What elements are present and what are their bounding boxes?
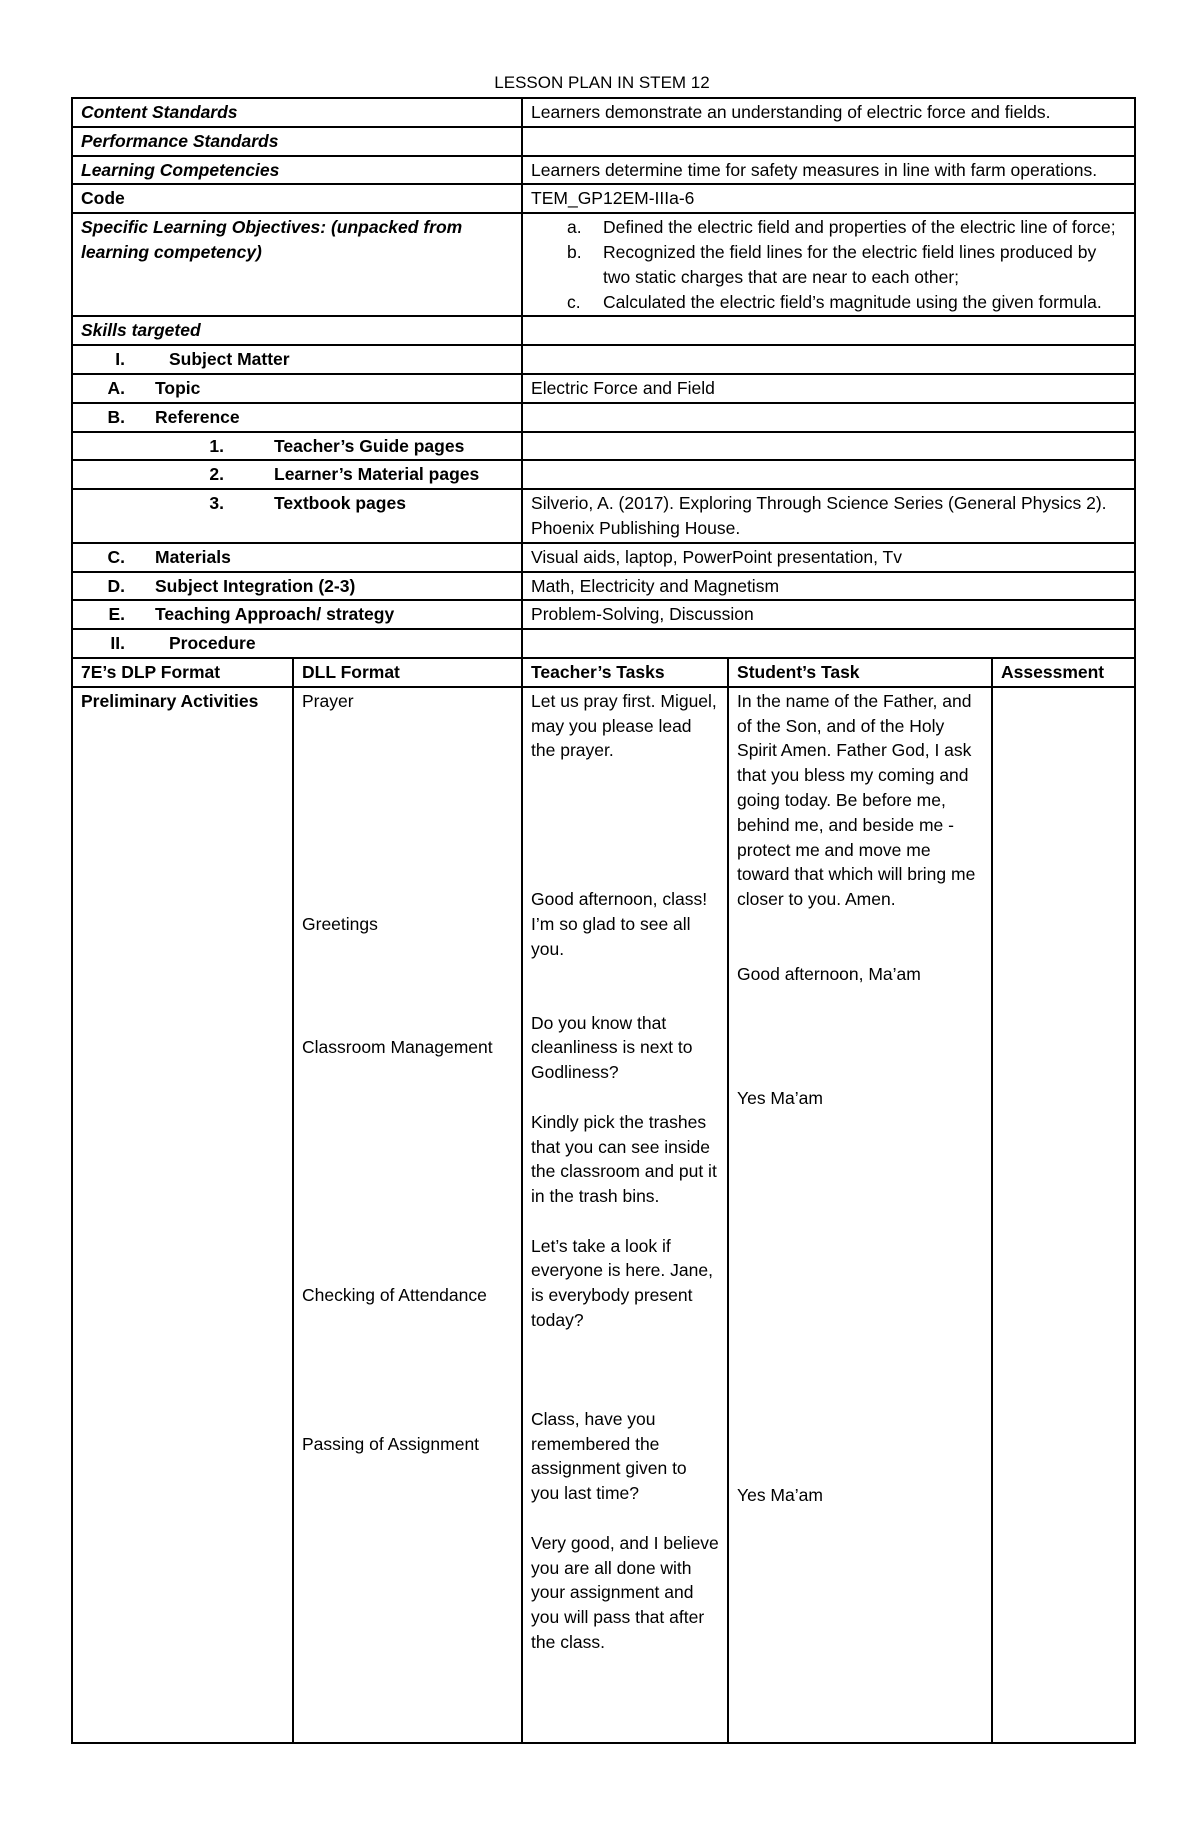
item-label: Textbook pages xyxy=(274,493,406,514)
spacer xyxy=(302,714,513,912)
subject-matter-heading xyxy=(72,345,522,374)
spacer xyxy=(531,1506,719,1531)
spacer xyxy=(737,1111,983,1483)
item-number: B. xyxy=(107,406,125,427)
objective-text: Defined the electric field and properties of the electric line of force; xyxy=(603,217,1116,238)
objectives-label: Specific Learning Objectives: (unpacked from learning competency) xyxy=(72,213,522,316)
materials-label xyxy=(72,543,522,572)
section-label: Subject Matter xyxy=(169,349,290,370)
objective-letter: a. xyxy=(567,217,582,238)
header-dlp-format: 7E’s DLP Format xyxy=(72,658,293,687)
row-subject-integration xyxy=(72,572,1135,601)
teacher-classroom-2: Kindly pick the trashes that you can see inside the classroom and put it in the trash bins. xyxy=(531,1111,717,1207)
procedure-header-row xyxy=(72,658,1135,687)
dll-greetings: Greetings xyxy=(302,913,378,934)
objective-text: Recognized the field lines for the electric field lines produced by two static charges that are near to each other; xyxy=(603,241,1097,287)
spacer xyxy=(302,936,513,1035)
dll-prayer: Prayer xyxy=(302,690,354,711)
section-number: I. xyxy=(115,349,125,370)
row-code xyxy=(72,184,1135,213)
content-standards-value: Learners demonstrate an understanding of electric force and fields. xyxy=(522,98,1135,127)
section-label: Procedure xyxy=(169,633,256,654)
header-dll-format: DLL Format xyxy=(293,658,522,687)
materials-value: Visual aids, laptop, PowerPoint presentation, Tv xyxy=(522,543,1135,572)
reference-value xyxy=(522,403,1135,432)
lesson-plan-table xyxy=(71,97,1136,1744)
row-topic xyxy=(72,374,1135,403)
learning-competencies-label: Learning Competencies xyxy=(72,156,522,185)
objective-text: Calculated the electric field’s magnitude using the given formula. xyxy=(603,291,1102,312)
header-assessment: Assessment xyxy=(992,658,1135,687)
procedure-heading xyxy=(72,629,522,658)
content-standards-label: Content Standards xyxy=(72,98,522,127)
teacher-assignment-2: Very good, and I believe you are all done with your assignment and you will pass that after the class. xyxy=(531,1532,719,1653)
header-students-task: Student’s Task xyxy=(728,658,992,687)
objective-item xyxy=(531,215,1126,240)
procedure-value xyxy=(522,629,1135,658)
spacer xyxy=(302,1308,513,1432)
teacher-tasks-column xyxy=(522,687,728,1743)
item-number: E. xyxy=(108,604,125,625)
item-number: D. xyxy=(107,575,125,596)
subject-matter-value xyxy=(522,345,1135,374)
row-learners-material xyxy=(72,460,1135,489)
spacer xyxy=(737,987,983,1086)
dll-classroom-management: Classroom Management xyxy=(302,1037,493,1058)
student-tasks-column xyxy=(728,687,992,1743)
item-label: Teaching Approach/ strategy xyxy=(155,604,395,625)
student-classroom: Yes Ma’am xyxy=(737,1087,823,1108)
skills-targeted-value xyxy=(522,316,1135,345)
row-reference xyxy=(72,403,1135,432)
item-label: Reference xyxy=(155,406,240,427)
row-objectives xyxy=(72,213,1135,316)
item-number: 2. xyxy=(209,464,224,485)
dll-checking-attendance: Checking of Attendance xyxy=(302,1285,487,1306)
skills-targeted-label: Skills targeted xyxy=(72,316,522,345)
spacer xyxy=(302,1060,513,1283)
objective-item xyxy=(531,240,1126,290)
assessment-column xyxy=(992,687,1135,1743)
textbook-value: Silverio, A. (2017). Exploring Through Science Series (General Physics 2). Phoenix Publishing House. xyxy=(522,489,1135,543)
learners-material-label xyxy=(72,460,522,489)
topic-label xyxy=(72,374,522,403)
section-number: II. xyxy=(110,633,125,654)
subject-integration-value: Math, Electricity and Magnetism xyxy=(522,572,1135,601)
code-value: TEM_GP12EM-IIIa-6 xyxy=(522,184,1135,213)
preliminary-activities-row xyxy=(72,687,1135,1743)
student-greetings: Good afternoon, Ma’am xyxy=(737,963,921,984)
item-number: A. xyxy=(107,377,125,398)
spacer xyxy=(531,1085,719,1110)
header-teachers-tasks: Teacher’s Tasks xyxy=(522,658,728,687)
spacer xyxy=(737,912,983,962)
item-label: Materials xyxy=(155,546,231,567)
row-textbook xyxy=(72,489,1135,543)
objective-item xyxy=(531,290,1126,315)
row-materials xyxy=(72,543,1135,572)
code-label: Code xyxy=(72,184,522,213)
teacher-prayer: Let us pray first. Miguel, may you please lead the prayer. xyxy=(531,690,717,761)
row-teachers-guide xyxy=(72,432,1135,461)
teaching-approach-value: Problem-Solving, Discussion xyxy=(522,600,1135,629)
teacher-classroom-1: Do you know that cleanliness is next to Godliness? xyxy=(531,1012,693,1083)
subject-integration-label xyxy=(72,572,522,601)
item-label: Learner’s Material pages xyxy=(274,464,480,485)
row-learning-competencies xyxy=(72,156,1135,185)
learning-competencies-value: Learners determine time for safety measures in line with farm operations. xyxy=(522,156,1135,185)
item-label: Topic xyxy=(155,377,201,398)
document-title: LESSON PLAN IN STEM 12 xyxy=(494,73,710,92)
performance-standards-value xyxy=(522,127,1135,156)
row-performance-standards xyxy=(72,127,1135,156)
spacer xyxy=(531,1209,719,1234)
spacer xyxy=(531,763,719,887)
item-number: 1. xyxy=(209,435,224,456)
dll-column xyxy=(293,687,522,1743)
student-assignment: Yes Ma’am xyxy=(737,1484,823,1505)
row-subject-matter xyxy=(72,345,1135,374)
row-skills-targeted xyxy=(72,316,1135,345)
teacher-attendance: Let’s take a look if everyone is here. Jane, is everybody present today? xyxy=(531,1235,713,1331)
objective-letter: c. xyxy=(567,291,581,312)
item-number: C. xyxy=(107,546,125,567)
row-teaching-approach xyxy=(72,600,1135,629)
row-content-standards xyxy=(72,98,1135,127)
teachers-guide-label xyxy=(72,432,522,461)
dll-passing-assignment: Passing of Assignment xyxy=(302,1433,480,1454)
objectives-value xyxy=(522,213,1135,316)
teaching-approach-label xyxy=(72,600,522,629)
spacer xyxy=(531,1333,719,1407)
item-label: Subject Integration (2-3) xyxy=(155,575,356,596)
learners-material-value xyxy=(522,460,1135,489)
objective-letter: b. xyxy=(567,241,582,262)
performance-standards-label: Performance Standards xyxy=(72,127,522,156)
spacer xyxy=(531,962,719,1011)
teacher-greetings: Good afternoon, class! I’m so glad to see all you. xyxy=(531,889,708,959)
objectives-list xyxy=(531,215,1126,314)
reference-label xyxy=(72,403,522,432)
textbook-label xyxy=(72,489,522,543)
item-label: Teacher’s Guide pages xyxy=(274,435,465,456)
topic-value: Electric Force and Field xyxy=(522,374,1135,403)
teachers-guide-value xyxy=(522,432,1135,461)
phase-label: Preliminary Activities xyxy=(72,687,293,1743)
teacher-assignment-1: Class, have you remembered the assignment given to you last time? xyxy=(531,1408,687,1504)
item-number: 3. xyxy=(209,493,224,514)
row-procedure xyxy=(72,629,1135,658)
student-prayer: In the name of the Father, and of the Son, and of the Holy Spirit Amen. Father God, I ask that you bless my coming and going today. Be before me, behind me, and beside me - protect me and move me toward that which will bring me closer to you. Amen. xyxy=(737,690,976,910)
